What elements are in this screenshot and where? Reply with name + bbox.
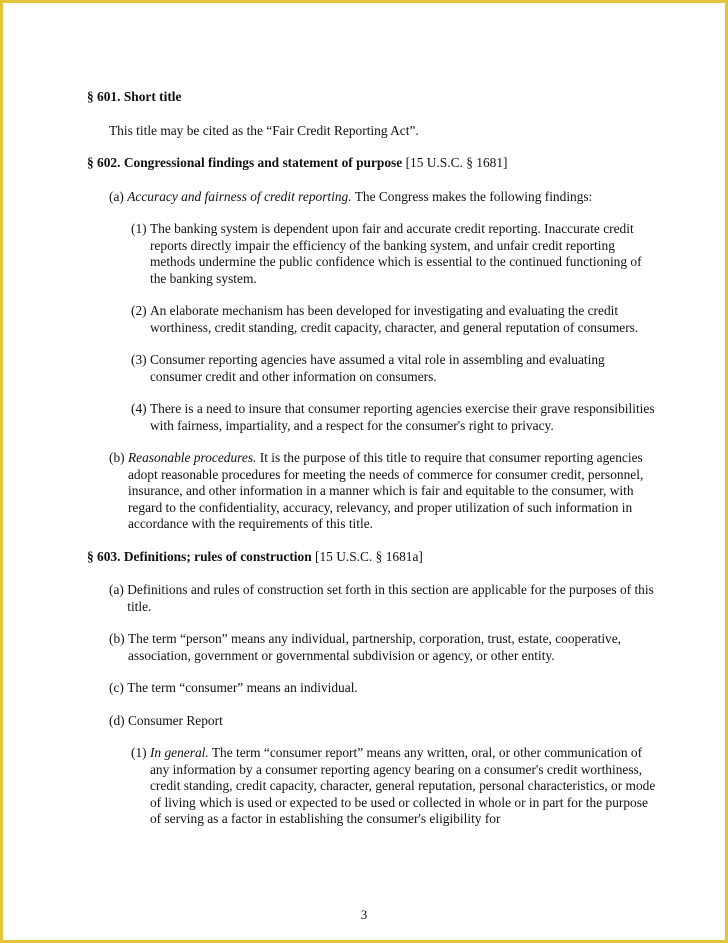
section-601-heading bbox=[87, 89, 657, 106]
section-602-heading bbox=[87, 155, 657, 172]
item-label: (c) bbox=[109, 680, 128, 695]
finding-1 bbox=[131, 221, 657, 287]
section-602-citation: [15 U.S.C. § 1681] bbox=[405, 155, 508, 170]
finding-text: An elaborate mechanism has been developed for investigating and evaluating the credit worthiness, credit standing, credit capacity, character, and general reputation of consumers. bbox=[149, 303, 639, 335]
section-602-a bbox=[109, 189, 657, 206]
item-label: (a) bbox=[109, 188, 128, 204]
item-body: The Congress makes the following findings: bbox=[351, 188, 593, 204]
item-text bbox=[150, 745, 657, 828]
item-body: It is the purpose of this title to require that consumer reporting agencies adopt reasonable procedures for meeting the needs of commerce for consumer credit, personnel, insurance, and other information in a manner which is fair and equitable to the consumer, with regard to the confidentiality, accuracy, relevancy, and proper utilization of such information in accordance with the requirements of this title. bbox=[127, 450, 644, 531]
item-label: (b) bbox=[109, 631, 128, 646]
finding-text: There is a need to insure that consumer reporting agencies exercise their grave responsibilities with fairness, impartiality, and a respect for the consumer's right to privacy. bbox=[149, 401, 655, 433]
item-label: (1) bbox=[131, 745, 150, 760]
section-603-d bbox=[109, 713, 657, 730]
item-title: Accuracy and fairness of credit reporting. bbox=[127, 188, 352, 204]
section-603-a bbox=[109, 582, 657, 615]
section-603-citation: [15 U.S.C. § 1681a] bbox=[315, 548, 423, 564]
finding-label: (2) bbox=[131, 303, 150, 318]
item-label: (b) bbox=[109, 450, 128, 465]
document-body bbox=[87, 89, 657, 844]
item-text bbox=[128, 450, 657, 533]
item-text: The term “person” means any individual, partnership, corporation, trust, estate, cooperative, association, government or governmental subdivision or agency, or other entity. bbox=[127, 631, 622, 663]
item-text: The term “consumer” means an individual. bbox=[127, 680, 358, 695]
finding-2 bbox=[131, 303, 657, 336]
section-601-text: This title may be cited as the “Fair Credit Reporting Act”. bbox=[109, 122, 419, 138]
section-603-heading bbox=[87, 549, 657, 566]
page-number: 3 bbox=[360, 907, 368, 922]
section-603-title: § 603. Definitions; rules of construction bbox=[87, 548, 312, 564]
section-603-b bbox=[109, 631, 657, 664]
item-title: In general. bbox=[149, 745, 209, 760]
finding-label: (1) bbox=[131, 221, 150, 236]
finding-text: Consumer reporting agencies have assumed a vital role in assembling and evaluating consumer credit and other information on consumers. bbox=[149, 352, 605, 384]
item-label: (d) bbox=[109, 712, 128, 728]
item-text: Definitions and rules of construction set forth in this section are applicable for the purposes of this title. bbox=[127, 582, 654, 614]
item-label: (a) bbox=[109, 582, 128, 597]
finding-3 bbox=[131, 352, 657, 385]
finding-text: The banking system is dependent upon fair and accurate credit reporting. Inaccurate credit reports directly impair the efficiency of the banking system, and unfair credit reporting methods undermine the public confidence which is essential to the continued functioning of the banking system. bbox=[149, 221, 642, 286]
item-text bbox=[127, 189, 657, 206]
item-body: The term “consumer report” means any written, oral, or other communication of any information by a consumer reporting agency bearing on a consumer's credit worthiness, credit standing, credit capacity, character, general reputation, personal characteristics, or mode of living which is used or expected to be used or collected in whole or in part for the purpose of serving as a factor in establishing the consumer's eligibility for bbox=[149, 745, 656, 826]
finding-label: (4) bbox=[131, 401, 150, 416]
section-603-d-1 bbox=[131, 745, 657, 828]
section-603-c bbox=[109, 680, 657, 697]
finding-label: (3) bbox=[131, 352, 150, 367]
section-602-title: § 602. Congressional findings and statement of purpose bbox=[87, 155, 403, 170]
finding-4 bbox=[131, 401, 657, 434]
item-title: Reasonable procedures. bbox=[127, 450, 257, 465]
item-text: Consumer Report bbox=[127, 712, 223, 728]
section-601-title: § 601. Short title bbox=[87, 89, 182, 104]
section-602-b bbox=[109, 450, 657, 533]
